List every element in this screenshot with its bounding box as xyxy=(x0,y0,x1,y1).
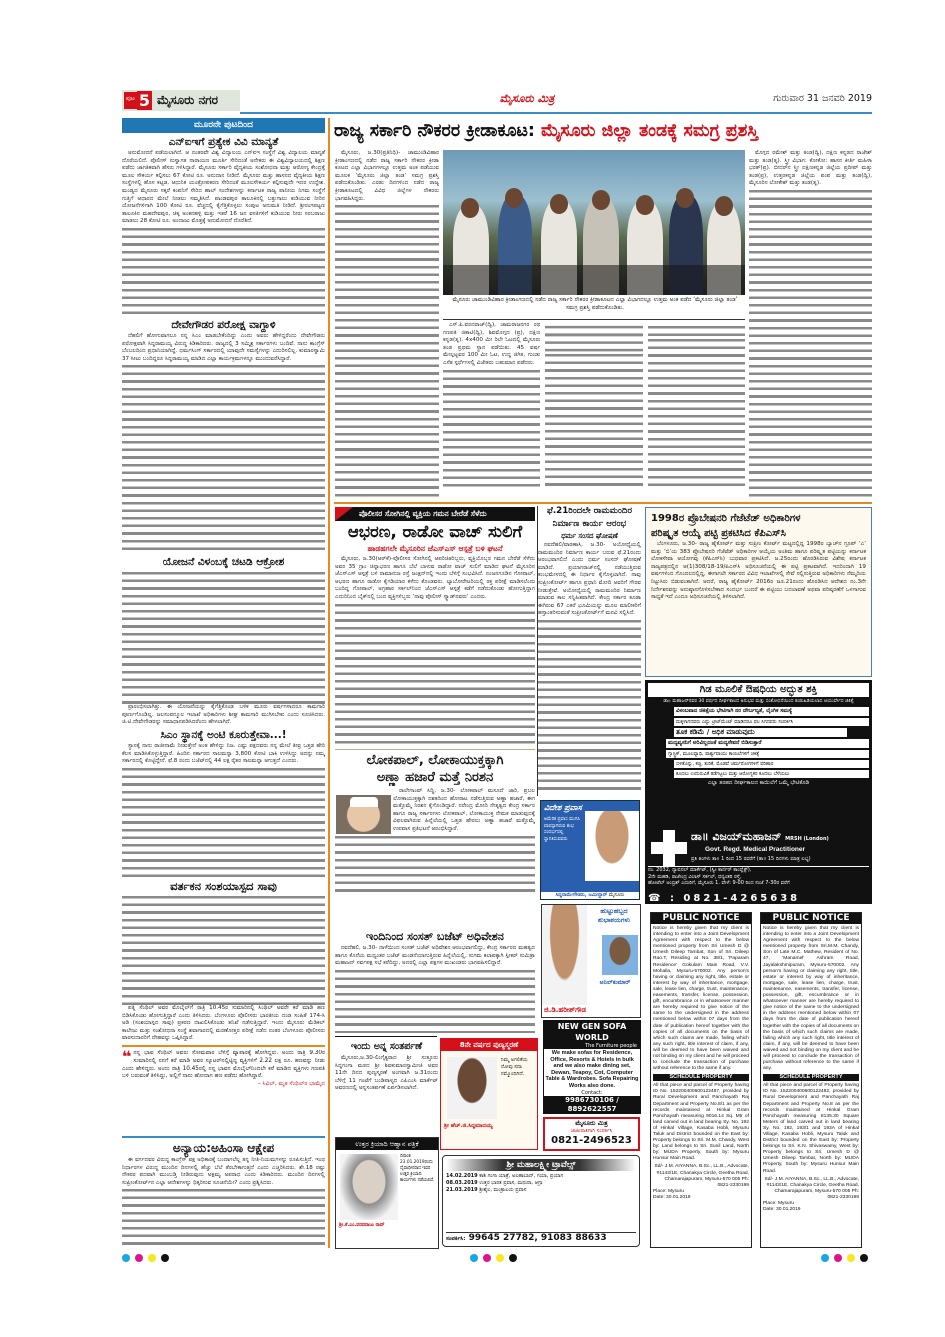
ram-body xyxy=(538,542,641,794)
videsha-ad xyxy=(540,800,640,900)
lead-col1 xyxy=(335,150,439,500)
travel-ad xyxy=(442,1155,640,1247)
divider xyxy=(335,749,535,750)
column-rule xyxy=(537,506,538,796)
doctor: ಡಾ॥ ವಿಜಯ್‌ಮಹಾಜನ್ xyxy=(691,830,782,843)
videsha-title: ವಿದೇಶ ಪ್ರವಾಸ xyxy=(544,803,582,812)
paragraph: ಮೈಸೂರು, ಜ.30(ಆರ್‌ಕೆ)-ಪೊಲೀಸರ ಸೋಗಿನಲ್ಲಿ ಆಪರಿಚಿತರಿಬ್ಬರು, ವ್ಯಕ್ತಿಯೊಬ್ಬರ ಗಮನ ಬೇರೆಡೆ ಸೆಳೆದು ಅವರ 35 ಗ್ರಾಂ ಚಿನ್ನಾಭರಣ ಹಾಗೂ ಬೆಲೆ ಬಾಳುವ ರಾಡೋ ವಾಚ್ ಸುಲಿಗೆ ಮಾಡಿದ ಘಟನೆ ಮೈಸೂರಿನ ಜೆಎಸ್‌ಎಸ್ ಆಸ್ಪತ್ರೆ ಬಳಿ ರಾಮಾನುಜ ರಸ್ತೆ ಜಂಕ್ಷನ್‌ನಲ್ಲಿ ಇಂದು ಬೆಳಿಗ್ಗೆ ಸಂಭವಿಸಿದೆ. ನಂಜನಗೂಡಿನ ಗೋಪಾಲ್, ಆಭರಣ ಹಾಗೂ ರಾಡೋ ಕೈಗಡಿಯಾರ ಕಳೆದು ಕೊಂಡವರು. ಲ್ಯಾಬೋರೇಟರಿಯಲ್ಲಿ ರಕ್ತ ಪರೀಕ್ಷೆ ಮಾಡಿಸಲೆಂದು ಬಂದಿದ್ದ ಗೋಪಾಲ್, ಅಗ್ರಹಾರ ಸರ್ಕಲ್‌ನಿಂದ ಜೆಎಸ್‌ಎಸ್ ಆಸ್ಪತ್ರೆ ಕಡೆಗೆ ನಡೆದುಕೊಂಡು ಹೋಗುತ್ತಿದ್ದಾಗ ಎದುರಿನಿಂದ ಬೈಕ್‌ನಲ್ಲಿ ಬಂದ ವ್ಯಕ್ತಿಗಳಿಬ್ಬರು ‘ನಾವು ಪೊಲೀಸ್ ಸ್ಕ್ವಾಡ್‌ನವರು’ ಎಂದರು. xyxy=(335,556,535,600)
quote-text: ನನ್ನ ಭಾವ ಸೆಂಥಿಲ್ ಅವರು ಸೋಮವಾರ ಬೆಳಿಗ್ಗೆ ವ್ಯಾಪಾರಕ್ಕೆ ಹೋಗಿದ್ದರು. ಅಂದು ರಾತ್ರಿ 9.30ರ ಸುಮಾರಿನಲ್ಲಿ ನನಗೆ ಕರೆ ಮಾಡಿ ಅವರ ಸ್ಕೂಟರ್‌ನಲ್ಲಿಟ್ಟಿದ್ದ ವ್ಯಕ್ತಿಗಳಿಗೆ 2.22 ಲಕ್ಷ ರೂ. ಹಣವನ್ನು ನೀಡು ಎಂದು ಹೇಳಿದ್ದರು. ಅಂದು ರಾತ್ರಿ 10.45ರಲ್ಲಿ ನನ್ನ ಭಾವನ ಮೊಬೈಲ್‌ನಿಂದಲೇ ಕರೆ ಮಾಡಿದ ವ್ಯಕ್ತಿಗಳು ಗಣಪತಿ ಬಳಿ ಬರುವಂತೆ ತಿಳಿಸಿದ್ದು, ಅಲ್ಲಿಗೆ ನಾನು ಹೋದಾಗ ಹಣ ಪಡೆದು ಹೋಗಿದ್ದಾರೆ. xyxy=(122,1050,325,1080)
headline-line: ಲೋಕಪಾಲ್, ಲೋಕಾಯುಕ್ತಕ್ಕಾಗಿ xyxy=(366,753,504,768)
headline: ಸಿಎಂ ಸ್ಥಾನಕ್ಕೆ ಅಂಟಿ ಕೂರುತ್ತೇವಾ...! xyxy=(160,729,287,741)
paragraph: ಮೈಸೂರು,ಜ.30-ಲಿಂಗೈಕ್ಯರಾದ ಶ್ರೀ ಸುತ್ತೂರು ಸಿದ್ದಗಂಗಾ ಮಠದ ಶ್ರೀ ಶಿವಕುಮಾರಸ್ವಾಮೀಜಿ ಅವರ 11ನೇ ದಿನದ ಪುಣ್ಯಸ್ಮರಣೆ ಅಂಗವಾಗಿ ಜ.31ರಂದು ಬೆಳಿಗ್ಗೆ 11 ಗಂಟೆಗೆ ಬಂಡಿಪಾಳ್ಯದ ಎಪಿಎಂಸಿ ಮಾರ್ಕೆಟ್ ಆವರಣದಲ್ಲಿ ಅನ್ನಸಂತರ್ಪಣೆ ಏರ್ಪಡಿಸಲಾಗಿದೆ. xyxy=(335,1055,438,1092)
page-number: 5 xyxy=(138,91,150,110)
birthday-title: ಹುಟ್ಟುಹಬ್ಬದ ಶುಭಾಶಯಗಳು xyxy=(598,907,630,924)
birthday-photo xyxy=(602,935,638,975)
page-header xyxy=(122,90,872,112)
birthday-person: ಅನಿಲ್‌ಕುಮಾರ್ xyxy=(599,979,631,986)
police-subhead: ಹಾಡಹಗಲೇ ಮೈಸೂರಿನ ಜೆಎಸ್‌ಎಸ್ ಆಸ್ಪತ್ರೆ ಬಳಿ ಘಟನೆ xyxy=(367,544,503,553)
kpsc-box xyxy=(645,507,872,677)
paragraph: ಎಸ್.ಪಿ.ವರದರಾಜ್(ದ್ವಿ), ಚಾಮರಾಜನಗರ ರಥ ಗಣಪತಿ ಜಿಕಾಟಿ(ದ್ವಿ), ಶಿವಮೊಗ್ಗದ (ಪ್ರ), ದಕ್ಷಿಣ ಕನ್ನಡ(ತೃ). 4x400 ಮೀ ರಿಲೇ ಓಟದಲ್ಲಿ ಮೈಸೂರು ತಂಡ ಪ್ರಥಮ ಸ್ಥಾನ ಪಡೆಯಿತು. 45 ವರ್ಷ ಮೇಲ್ಪಟ್ಟವರ 100 ಮೀ ಓಟ, ಉದ್ದ ಜಿಗಿತ, ಗುಂಡು ಎಸೆತ ಸ್ಪರ್ಧೆಗಳಲ್ಲಿ ವಿಜೇತರು ಬಹುಮಾನ ಪಡೆದರು. xyxy=(443,322,541,366)
memorial-photo xyxy=(447,1057,497,1119)
registration-marks-center xyxy=(470,1254,517,1262)
addr-line: ಹೋಟೆಲ್ ಅಂಬ್ರಿಶ್ ಎದುರಿಗೆ, ಮೈಸೂರು 1. ವೇಳೆ: 9-00 ರಿಂದ ಸಂಜೆ 7-30ರ ವರೆಗೆ xyxy=(648,880,790,886)
advocate-signature: Sd/- J.M. AIYANNA, B.Sc., LL.B., Advocate, #1143/1E, Chanakya Circle, Geetha Road, Chamarajapuram, Mysuru-570 005 Ph: 0821-2330199 xyxy=(654,1164,749,1188)
lokpal-headline xyxy=(335,752,535,786)
tour-desc: ಉತ್ತರ ಭಾರತ ಪ್ರವಾಸ, ಮಥುರಾ, ಆಗ್ರಾ xyxy=(479,1180,543,1186)
travel-rows xyxy=(446,1173,636,1194)
paragraph: ದೆಹಲಿಗೆ ಹೋಗುವಾಗಲೂ ನನ್ನ ಸಿಎಂ ಮಾಡಬೇಕೆಂದಿದ್ದು ಎಂದು ಅವರು ಹೇಳಿದ್ದರೆಂದು ದೇವೇಗೌಡರು ಪರೋಕ್ಷವಾಗಿ ಸಿದ್ದರಾಮಯ್ಯ ವಿರುದ್ಧ ಕಿಡಿಕಾರಿದರು. ರಾಜ್ಯದಲ್ಲಿ 3 ಸಮ್ಮಿಶ್ರ ಸರ್ಕಾರಗಳು ಬಂದಿವೆ. ನಾನು ಕಾಂಗ್ರೆಸ್ ಬೆಂಬಲದಿಂದ ಪ್ರಧಾನಿಯಾಗಿದ್ದೆ. ಧರ್ಮಸಿಂಗ್ ಸರ್ಕಾರದಲ್ಲಿ ಯಾವುದೇ ಸಮಸ್ಯೆಗಳನ್ನು ಎದುರಿಸಲಿಲ್ಲ. ಕುಮಾರಸ್ವಾಮಿ 37 ಸೀಟು ಬಂದಿದ್ದರೂ ಸಿದ್ದರಾಮಯ್ಯ ಮಾಡಿದ ಎಲ್ಲಾ ಕಾರ್ಯಕ್ರಮಗಳನ್ನೂ ಮುಂದುವರೆಸಿದ್ದಾರೆ. xyxy=(122,333,325,362)
med-phone: ☎ : 0821-4265638 xyxy=(648,893,801,904)
lead-photo xyxy=(443,150,745,295)
caption-rule xyxy=(443,319,745,320)
quote-mark-icon: ❝ xyxy=(122,1050,132,1066)
cross-icon xyxy=(651,830,687,866)
registration-marks-right xyxy=(821,1254,868,1262)
doctor-name xyxy=(691,830,829,844)
tour-row xyxy=(446,1173,636,1180)
continued-banner: ಮೂರನೇ ಪುಟದಿಂದ xyxy=(122,118,325,133)
advocate-signature: Sd/- J.M. AIYANNA, B.Sc., LL.B., Advocate, #1143/1E, Chanakya Circle, Geetha Road, Chamarajapuram, Mysuru-570 005 Ph: 0821-2330199 xyxy=(764,1176,859,1200)
obituary-ad xyxy=(335,1137,439,1249)
med-intro: ಡಾ॥ ಮಹಾಜನ್‌ರವರ 30 ವರ್ಷದ ದೀರ್ಘಕಾಲದ ಅನುಭವ ಮತ್ತು ಸಂಶೋಧನೆಯಿಂದ ಕಂಡುಹಿಡಿಯಲಾದ ಆಯುರ್ವೇದ ಚಿಕಿತ್ಸೆ xyxy=(663,699,854,704)
paragraph: ಬೆಂಗಳೂರು, ಜ.30- ರಾಜ್ಯ ಹೈಕೋರ್ಟ್ ಮತ್ತು ಸುಪ್ರೀಂ ಕೋರ್ಟ್ ಮಟ್ಟದಲ್ಲಿದ್ದ 1998ರ ಬ್ಯಾಚ್‌ನ ಗ್ರೂಪ್ ‘ಎ’ ಮತ್ತು ‘ಬಿ’ಯ 383 ಪ್ರೊಬೇಷನರಿ ಗೆಜೆಟೆಡ್ ಅಧಿಕಾರಿಗಳ ಆಯ್ಕೆಯ ಅಂತಿಮ ಹಾಗೂ ಪರಿಷ್ಕೃತ ಪಟ್ಟಿಯನ್ನು ಕರ್ನಾಟಕ ಲೋಕಸೇವಾ ಆಯೋಗವು (ಕೆಪಿಎಸ್‌ಸಿ) ಬುಧವಾರ ಪ್ರಕಟಿಸಿದೆ. ಜ.25ರಂದು ಹೊರಡಿಸಿರುವ ವಿಶೇಷ ಕರ್ನಾಟಕ ರಾಜ್ಯಪತ್ರದಲ್ಲಿನ ಆ(1)308/18-19/ಪಿಎಸ್‌ಸಿ ಅಧಿಸೂಚನೆಯಲ್ಲಿ ಈ ಪಟ್ಟಿ ಪ್ರಕಟವಾಗಿದೆ. ಇದರಿಂದಾಗಿ 19 ವರ್ಷಗಳಿಂದ ಗೊಂದಲದಲ್ಲಿದ್ದ, ಈಗಾಗಲೇ ಸರ್ಕಾರದ ವಿವಿಧ ಇಲಾಖೆಗಳಲ್ಲಿ ಸೇವೆ ಸಲ್ಲಿಸುತ್ತಿರುವ ಅಧಿಕಾರಿಗಳು ನೆಮ್ಮದಿಯ ನಿಟ್ಟುಸಿರು ಬಿಡುವಂತಾಗಿದೆ. ಆದರೆ, ರಾಜ್ಯ ಹೈಕೋರ್ಟ್ 2016ರ ಜೂ.21ರಂದು ಹೊರಡಿಸಿದ ಆದೇಶದ ನಂ.3ನೇ ನಿರ್ದೇಶನವನ್ನು ಅನುಷ್ಠಾನಗೊಳಿಸಬೇಕಾದ ಸಂದರ್ಭ ಬಂದರೆ ಈ ಪಟ್ಟಿಯು ಬದಲಾವಣೆ ಅಥವಾ ಪರಿಷ್ಕರಣೆಗೆ ಒಳಗಾಗುವ ಸಾಧ್ಯತೆ ಇದೆ ಎಂದೂ ಅಧಿಸೂಚನೆಯಲ್ಲಿ ತಿಳಿಸಲಾಗಿದೆ. xyxy=(651,541,866,601)
youth-photo xyxy=(542,905,587,1005)
medical-ad xyxy=(645,680,872,904)
paragraph: ಪ್ರಾರಂಭಿಸಲಾಗಿತ್ತು. ಈ ಯೋಜನೆಯನ್ನು ಕೈಗೆತ್ತಿಕೊಂಡ ಬಳಿಕ ಮೂರು ವರ್ಷಗಳಾದರೂ ಕಾಮಗಾರಿ ಪೂರ್ಣಗೊಂಡಿಲ್ಲ. ಜಲಸಂಪನ್ಮೂಲ ಇಲಾಖೆ ಅಧಿಕಾರಿಗಳು ಶೀಘ್ರ ಕಾಮಗಾರಿ ಮುಗಿಸಬೇಕು ಎಂದು ಸೂಚಿಸಿದರು. ಜಿ.ಟಿ.ದೇವೇಗೌಡರನ್ನು ಸಮಾಧಾನಪಡಿಸಿದರೆಂದು ಹೇಳಲಾಗಿದೆ. xyxy=(122,704,325,726)
sofa-tagline: The Furniture people xyxy=(544,1043,640,1049)
med-list xyxy=(648,707,869,778)
addr-line: ನಂ. 2032, ನ್ಯಾಷನಲ್ ಮಾರ್ಕೆಟ್, (ಸ್ವೀ ಕಾರ್ನರ್ ಕಾಂಪ್ಲೆಕ್ಸ್), xyxy=(648,867,752,873)
headline-line: ಅಣ್ಣಾ ಹಜಾರೆ ಮತ್ತೆ ನಿರಶನ xyxy=(376,770,494,785)
headline-part-highlight: ಮೈಸೂರು ಜಿಲ್ಲಾ ತಂಡಕ್ಕೆ ಸಮಗ್ರ ಪ್ರಶಸ್ತಿ xyxy=(541,121,759,141)
ram-headline xyxy=(538,505,641,541)
masthead-logo: ಮೈಸೂರು ಮಿತ್ರ xyxy=(499,92,555,105)
registration-marks-left xyxy=(122,1254,169,1262)
birthday-from: ಜಿ.ಡಿ.ಹರೀಶ್‌ಗೌಡ xyxy=(544,1006,586,1014)
budget-body xyxy=(335,945,535,1033)
article-trader-death xyxy=(122,878,325,1043)
divider-blue xyxy=(122,1136,325,1138)
med-item: ಮಕ್ಕಳಾಗದವರು ಎಷ್ಟು ಟ್ರೀಟ್‌ಮೆಂಟ್ ಮಾಡಿದರೂ ಫಲ ಸಿಗದವರು ಸಂಪರ್ಕಿಸಿ xyxy=(674,718,869,726)
budget-headline: ಇಂದಿನಿಂದ ಸಂಸತ್ ಬಜೆಟ್ ಅಧಿವೇಶನ xyxy=(366,930,504,943)
paragraph: ಈ ವರ್ಗದವರ ವಿರುದ್ಧ ಕಾಂಗ್ರೆಸ್ ಪಕ್ಷ ಅಧಿಕಾರಕ್ಕೆ ಬಂದಾಗಲೆಲ್ಲ ತನ್ನ ನೀತಿ-ನಿಯಮಗಳನ್ನು ರೂಪಿಸುತ್ತಿದೆ. ಇಂಥ ನಿರ್ಧಾರಗಳ ವಿರುದ್ಧ ಮುಂದಿನ ದಿನಗಳಲ್ಲಿ ಹೆಚ್ಚು ಬೆಲೆ ತೆರಬೇಕಾಗುತ್ತದೆ ಎಂದು ಎಚ್ಚರಿಸಿದರು. ಶೇ.18 ರಷ್ಟು ನೌಕರರ ಪದವಾಗಿ ಮುಂಬಡ್ತಿ ನೀಡಿರುವುದು ಅಕ್ಷಮ್ಯ ಅಪರಾಧ ಎಂದು ಕಿಡಿಕಾರಿದರು. ಮುಂದಿನ ದಿನಗಳಲ್ಲಿ ಸುಪ್ರೀಂಕೋರ್ಟ್‌ನ ಎಲ್ಲಾ ಆದೇಶಗಳನ್ನು ಧಿಕ್ಕರಿಸುವ ಸೂಚನೆಯೇ? ಎಂದು ಪ್ರಶ್ನಿಸಿದರು. xyxy=(122,1157,325,1186)
notice-place: Place: Mysuru xyxy=(763,1201,794,1207)
med-item: ಕೂದಲು ಉದುರುವಿಕೆ ತಡೆಗಟ್ಟಲು ಮತ್ತು ಆರೋಗ್ಯಕರ ಕೂದಲು ಬೆಳೆಯಲು xyxy=(674,770,869,778)
sofa-title: NEW GEN SOFA WORLD xyxy=(544,1021,640,1043)
headline-line: ನಿರ್ಮಾಣ ಕಾರ್ಯ ಆರಂಭ xyxy=(552,519,627,529)
anna-body xyxy=(335,1055,438,1133)
notice-date: Date: 30.01.2019 xyxy=(653,1194,691,1200)
kpsc-headline xyxy=(651,511,866,541)
headline: ವರ್ತಕನ ಸಂಶಯಾಸ್ಪದ ಸಾವು xyxy=(170,879,277,893)
birthday-ad xyxy=(541,904,641,1018)
memorial-name: ಶ್ರೀ ಹೆಚ್.ಜಿ.ಸಿದ್ದಮಾದಯ್ಯ xyxy=(444,1123,493,1129)
med-item: ಬಿಳಿತೊನ್ನು, ಕಜ್ಜಿ, ತುರಿಕೆ, ಮೊಡವೆ ಚರ್ಮರೋಗಗಳಿಗೆ ಪರಿಹಾರ xyxy=(674,760,869,768)
anna-headline: ಇಂದು ಅನ್ನ ಸಂತರ್ಪಣೆ xyxy=(350,1041,423,1052)
videsha-name xyxy=(541,892,639,899)
headline-part: ರಾಜ್ಯ ಸರ್ಕಾರಿ ನೌಕರರ ಕ್ರೀಡಾಕೂಟ: xyxy=(334,121,535,141)
tour-date: 08.03.2019 xyxy=(446,1180,478,1186)
kicker-text: ಪೊಲೀಸರ ಸೋಗಿನಲ್ಲಿ ವ್ಯಕ್ತಿಯ ಗಮನ ಬೇರೆಡೆ ಸೆಳೆದು xyxy=(359,509,487,518)
article-cm-seat xyxy=(122,728,325,878)
photo-caption: ಮೈಸೂರು ಚಾಮುಂಡಿವಿಹಾರ ಕ್ರೀಡಾಂಗಣದಲ್ಲಿ ನಡೆದ ರಾಜ್ಯ ಸರ್ಕಾರಿ ನೌಕರರ ಕ್ರೀಡಾಕೂಟದ ಎಲ್ಲಾ ವಿಭಾಗದಲ್ಲೂ ಉತ್ತಮ ಅಂಕ ಪಡೆದ ‘ಮೈಸೂರು ಜಿಲ್ಲಾ ತಂಡ’ ಸಮಗ್ರ ಪ್ರಶಸ್ತಿ ಪಡೆದುಕೊಂಡಿತು. xyxy=(452,297,738,311)
contact-label: ಸಂಪರ್ಕಿಸಿ: xyxy=(446,1236,466,1242)
med-tagline: ಎಲ್ಲಾ ತರಹದ ದೀರ್ಘಕಾಲದ ಕಾಯಿಲೆಗೆ ಒಮ್ಮೆ ಭೇಟಿಕೊಡಿ xyxy=(707,780,810,786)
article-body xyxy=(122,1157,325,1248)
public-notice-2 xyxy=(760,912,862,1248)
schedule-body: All that piece and parcel of Property having ID No. 152200400600122482, provided by Rural Development and Panchayath Raj Department and Property No.8 as per the records maintained at Hinkal Gram Panchayath measuring 8135.30 Square Meters of land carved out in land bearing Sy. No. 192, 193/1 and 193A of Hinkal Village, Kasaba Hobli, Mysuru Taluk and District bounded on the East by: Property belongs to Sri. K.N. Shivaswamy, West by: Property belongs to Sri. Umesh D @ Umesh Dileep Tambat, North by: MUDA Property, South by: Mysuru Hunsur Main Road. xyxy=(763,1083,859,1174)
article-body xyxy=(122,150,325,317)
headline: ಯೋಜನೆ ವಿಳಂಬಕ್ಕೆ ಚಟಡಿ ಆಕ್ರೋಶ xyxy=(162,556,285,568)
headline: ಅನ್ಯಾಯ:ಅಹಿಂಸಾ ಆಕ್ಷೇಪ xyxy=(172,1141,275,1155)
page-label: ಪುಟ xyxy=(124,92,137,109)
schedule-title: SCHEDULE PROPERTY xyxy=(763,1074,859,1081)
schedule-body: All that piece and parcel of Property having ID No. 152200400600122487, provided by Rural Development and Panchayath Raj Department and Property No.8/1 as per the records maintained at Hinkal Gram Panchayath measuring 9016.14 Sq. Mtr of land carved out in land bearing Sy. No. 192 of Hinkal Village, Kasaba Hobli, Mysuru Taluk and District bounded on the East by: Property belongs to Sri. M.M. Chandy, West by: Land belongs to Sri. Sunil Land, North by: MUDA Property, South by: Mysuru Hunsur Main Road. xyxy=(653,1083,749,1162)
med-item: ಮದ್ಯವ್ಯಸನಿಗೆ ಅರಿವಿಲ್ಲದಂತೆ ಮದ್ಯಸೇವನೆ ಬಿಡಿಸುತ್ತಾರೆ xyxy=(666,739,869,748)
memorial-title: 8ನೇ ವರ್ಷದ ಪುಣ್ಯಸ್ಮರಣೆ xyxy=(441,1039,537,1051)
divider xyxy=(122,1045,325,1047)
videsha-text: ಅಮೆರಿಕ ಪ್ರವಾಸ ಮುಗಿಸಿ ವಾಪಸ್ಸಾಗಿರುವ ಶುಭ ಸಂದರ್ಭದಲ್ಲಿ ಸ್ವಾಗತಿಸುವವರು xyxy=(544,817,580,842)
sofa-body: We make sofas for Residence, Office, Resorts & Hotels in bulk and we also make dining set, Dewan, Teapoy, Cot, Computer Table & Wardrobes. Sofa Repairing Works also done. xyxy=(545,1050,639,1089)
paragraph: ಮೈಸೂರು, ಜ.30(ಪ್ರತಿನಿಧಿ)- ಚಾಮುಂಡಿವಿಹಾರ ಕ್ರೀಡಾಂಗಣದಲ್ಲಿ ನಡೆದ ರಾಜ್ಯ ಸರ್ಕಾರಿ ನೌಕರರ ಕ್ರೀಡಾ ಕೂಟದ ಎಲ್ಲಾ ವಿಭಾಗಗಳಲ್ಲೂ ಉತ್ತಮ ಅಂಕ ಪಡೆಯುವ ಮೂಲಕ ‘ಮೈಸೂರು ಜಿಲ್ಲಾ ತಂಡ’ ಸಮಗ್ರ ಪ್ರಶಸ್ತಿ ಪಡೆದುಕೊಂಡಿತು. ಎರಡು ದಿನಗಳಿಂದ ನಡೆದ ರಾಜ್ಯ ಕ್ರೀಡಾಕೂಟದಲ್ಲಿ ವಿವಿಧ ಜಿಲ್ಲೆಗಳ ನೌಕರರು ಭಾಗವಹಿಸಿದ್ದರು. xyxy=(335,150,439,202)
med-title: ಗಿಡ ಮೂಲಿಕೆ ಔಷಧಿಯ ಅದ್ಭುತ ಶಕ್ತಿ xyxy=(648,683,869,697)
memorial-text: ನಿಮ್ಮ ಅಗಲಿಕೆಯ ನೋವು ಸದಾ ನಮ್ಮೊಂದಿಗಿದೆ. xyxy=(501,1057,528,1077)
police-kicker xyxy=(335,507,535,521)
tour-row xyxy=(446,1187,636,1194)
article-nie xyxy=(122,135,325,317)
addr-line: 2ನೇ ಮಹಡಿ, ರಾಜೇಂದ್ರ ವಿಲಾಸ್ ಸರ್ಕಲ್, ಧನ್ವಂತರಿ ರಸ್ತೆ, xyxy=(648,873,742,880)
paragraph: ಮೊಗ್ಗದ ರಮೇಶ್ ಮತ್ತು ತಂಡ(ದ್ವಿ), ದಕ್ಷಿಣ ಕನ್ನಡದ ರಾಜೇಶ್ ಮತ್ತು ತಂಡ(ತೃ). ಸ್ತ್ರೀ ವಿಭಾಗ: ಕೋಕೋ: ಹಾಸನ ಕೀರ್ತಿ ಮಹಿಳಾ ಭರತ್(ಪ್ರ). ಬೀದರ್‌ನ ಸ್ತ್ರೀ ದಕ್ಷಿಣಕನ್ನಡ ಜಿಲ್ಲೆಯ ಪ್ರದೀಪ್ ಮತ್ತು ತಂಡ(ಪ್ರ), ಉತ್ತರಕನ್ನಡ ಜಿಲ್ಲೆಯ ಪಂಪ ಮತ್ತು ತಂಡ(ದ್ವಿ), ಮೈಸೂರಿನ ಲೋಕೇಶ್ ಮತ್ತು ತಂಡ(ತೃ). xyxy=(749,150,872,187)
section-name: ಮೈಸೂರು ನಗರ xyxy=(156,93,218,107)
paragraph: ಸ್ಥಾನಕ್ಕೆ ನಾನು ರಾಜೀನಾಮೆ ನೀಡುತ್ತೇನೆ ಅಂತ ಹೇಳಿದ್ದು ನಿಜ. ಎಷ್ಟು ಪಕ್ಷದವರು ನನ್ನ ಮೇಲೆ ತೀವ್ರ ಒತ್ತಡ ಹೇರಿ ಕೆಲಸ ಮಾಡಿಸಿಕೊಳ್ಳುತ್ತಿದ್ದಾರೆ. ಹಿಂದಿನ ಸರ್ಕಾರದ ಸಾಲಮನ್ನಾ 3,800 ಕೋಟಿ ಬಾಕಿ ಉಳಿಸಿದ್ದು ಅದನ್ನು ನಮ್ಮ ಸರ್ಕಾರದಲ್ಲಿ ಕೊಟ್ಟಿದ್ದೇನೆ. ಫೆ.8 ರಂದು ಬಜೆಟ್‌ನಲ್ಲಿ 44 ಲಕ್ಷ ರೈತರ ಸಾಲಮನ್ನಾ ಆಗುತ್ತದೆ ಎಂದರು. xyxy=(122,743,325,765)
divider xyxy=(335,1036,437,1037)
visit-days: ಪ್ರತಿ ತಿಂಗಳು ತಾ॥ 1 ರಿಂದ 15 ರವರೆಗೆ (ತಾ॥ 15 ದಿನಗಳು ಮಾತ್ರ ಲಭ್ಯ) xyxy=(691,856,811,862)
videsha-photo xyxy=(585,811,639,881)
article-body xyxy=(122,743,325,878)
mitra-ad-phone: 0821-2496523 xyxy=(551,1135,632,1146)
tour-date: 21.03.2019 xyxy=(446,1187,478,1193)
notice-place: Place: Mysuru xyxy=(653,1188,684,1194)
divider xyxy=(334,502,872,504)
column-rule xyxy=(328,118,330,1248)
tour-desc: ಕಾಶಿ ಗಂಗಾ ಯಾತ್ರೆ, ಅಲಹಾಬಾದ್, ಗಯಾ, ಪ್ರಯಾಗ xyxy=(479,1173,564,1179)
kpsc-body xyxy=(651,541,866,673)
med-address xyxy=(648,866,869,887)
section-tag xyxy=(122,90,240,111)
tour-row xyxy=(446,1180,636,1187)
tour-date: 14.02.2019 xyxy=(446,1173,478,1179)
headline-line: ಫೆ.21ರಿಂದಲೇ ರಾಮಮಂದಿರ xyxy=(546,506,633,516)
travel-phone: 99645 27782, 91083 88633 xyxy=(468,1233,607,1243)
article-body xyxy=(122,894,325,1043)
police-body xyxy=(335,556,535,748)
mitra-ad-sub: ಜಾಹೀರಾತಿಗಾಗಿ ಸಂಪರ್ಕಿಸಿ xyxy=(570,1128,613,1134)
quote-attribution: – ಸಿವಿಲ್, ಮೃತ ಸೆಂಥಿಲ್‌ರ ಭಾಮೈದ xyxy=(258,1081,325,1088)
article-body xyxy=(122,333,325,554)
place: ಮೈಸೂರು xyxy=(608,892,625,898)
article-project-delay xyxy=(122,555,325,727)
sofa-contact-label: Contact: xyxy=(581,1089,603,1096)
name: ಸಿದ್ದರಾಮೇಗೌಡರು, ಜಮೀನ್ದಾರ್ xyxy=(555,892,608,898)
police-headline: ಆಭರಣ, ರಾಡೋ ವಾಚ್ ಸುಲಿಗೆ xyxy=(347,522,523,541)
degree: MRSH (London) xyxy=(785,836,829,842)
quote-box xyxy=(122,1050,325,1134)
med-item: ವಿಳಂಬವಾದ ಚಿಕಿತ್ಸೆಯ ಭೇಟಿಗಾಗಿ ನರ ದೌರ್ಬಲ್ಯತೆ, ಲೈಂಗಿಕ ಸಮಸ್ಯೆ xyxy=(674,707,869,716)
article-body xyxy=(122,570,325,727)
lead-col2 xyxy=(443,322,745,500)
med-item: ತೂಕ ಕಡಿಮೆ / ಅಧಿಕ ಮಾಡುವುದು xyxy=(674,728,847,737)
page-date: ಗುರುವಾರ 31 ಜನವರಿ 2019 xyxy=(773,93,872,104)
schedule-title: SCHEDULE PROPERTY xyxy=(653,1074,749,1081)
sofa-phone: 9986730106 / 8892622557 xyxy=(544,1096,640,1114)
paragraph: ರಾಲೇಗಾಂವ್ ಸಿದ್ಧಿ, ಜ.30- ಲೋಕಪಾಲ್ ಮಸೂದೆ ಜಾರಿ, ಪ್ರಬಲ ಲೋಕಾಯುಕ್ತಕ್ಕಾಗಿ ದಶಕದಿಂದ ಹೋರಾಟ ನಡೆಸುತ್ತಿರುವ ಅಣ್ಣಾ ಹಜಾರೆ, ಈಗ ಮತ್ತೊಮ್ಮೆ ನಿರಶನ ಕೈಗೊಂಡಿದ್ದಾರೆ. ನರೇಂದ್ರ ಮೋದಿ ನೇತೃತ್ವದ ಕೇಂದ್ರ ಸರ್ಕಾರ ಹಾಗೂ ರಾಜ್ಯ ಸರ್ಕಾರಗಳು ಲೋಕಪಾಲ್, ಲೋಕಾಯುಕ್ತ ನೇಮಕ ಮಾಡುವುದಕ್ಕೆ ವಿಫಲವಾಗಿರುವ ಹಿನ್ನೆಲೆಯಲ್ಲಿ ಒತ್ತಡ ಹೇರಲು ಅಣ್ಣಾ ಹಜಾರೆ ಮತ್ತೊಮ್ಮೆ ಉಪವಾಸ ಪ್ರತಿಭಟನೆ ಆರಂಭಿಸಿದ್ದಾರೆ. xyxy=(393,788,535,832)
travel-title: ಶ್ರೀ ಮಹಾಲಕ್ಷ್ಮೀ ಟ್ರಾವೆಲ್ಸ್ xyxy=(446,1159,636,1171)
doctor-reg: Govt. Regd. Medical Practitioner xyxy=(705,846,806,853)
notice-body: Notice is hereby given that my client is intending to enter into a Joint Development Agreement with respect to the below mentioned property from Sri Umesh D @ Umesh Dileep Tambat, Son of Sri. Dileep Rao.T, Residing at No. 38/1, 'Paparam Residence' Gokulam Main Road, V.V. Mohalla, Mysuru-570002. Any person's having or claiming any right, title, estate or interest by way of inheritance, mortgage, sale, lease lien, charge, trust, maintenance, easements, transfer, license, possession, gift, encumbrance or in whatsoever manner are hereby required to give notice of the same to the undersigned in the address mentioned below within 07 days from the date of publication hereof together with the copies of all documents on the basis of which such claims are made, failing which any such right, title interest of claim, if any, will be deemed to have been waived and not binding on my client and he will proceed to conclude the transaction of purchase without reference to the same if any. xyxy=(653,926,749,1072)
headline: ಎನ್‌ಐಇಗೆ ಪ್ರತ್ಯೇಕ ವಿವಿ ಮಾನ್ಯತೆ xyxy=(168,136,279,148)
paragraph: ಅನುಮೋದನೆ ಪಡೆಯಲಾಗಿದೆ. ಆ ನಂತರವೇ ವಿಶ್ವ ವಿದ್ಯಾಲಯ ಎನ್‌ಐಇ ಸಂಸ್ಥೆಗೆ ವಿಶ್ವ ವಿದ್ಯಾಲಯ ಮಾನ್ಯತೆ ದೊರೆಯಲಿದೆ. ಪೊಲೀಸ್ ಸುಸ್ವಾಗತ ನಾರಾಯಣ ಮೂರ್ತಿ ಸೇರಿದಂತೆ ಅನೇಕರು ಈ ವಿಶ್ವವಿದ್ಯಾಲಯದಲ್ಲಿ ಶಿಕ್ಷಣ ಪಡೆದು ಜಾಗತಿಕವಾಗಿ ಹೆಸರು ಗಳಿಸಿದ್ದಾರೆ. ಮೈಸೂರು ಸರ್ಕಾರಿ ವೈದ್ಯಕೀಯ ಸಂಶೋಧನಾ ಮತ್ತು ಆರೋಗ್ಯ ಕೇಂದ್ರಕ್ಕೆ ಮೂಲ ಸೌಕರ್ಯ ಕಲ್ಪಿಸಲು 67 ಕೋಟಿ ರೂ. ಅನುದಾನ ನೀಡಿದೆ. ಮೈಸೂರು ಮತ್ತು ಹಾಸನದ ವೈದ್ಯಕೀಯ ಶಿಕ್ಷಣ ಸಂಸ್ಥೆಗಳಲ್ಲಿ ಹೊಸ ಕಟ್ಟಡ, ಆಧುನಿಕ ಯಂತ್ರೋಪಕರಣ ಸೇರಿದಂತೆ ಮೂಲಸೌಕರ್ಯ ಕಲ್ಪಿಸುವುದೇ ಇದರ ಉದ್ದೇಶ. ಮಂಡ್ಯದ ಮೈಸೂರು ಸಕ್ಕರೆ ಕಂಪನಿಗೆ ಸೇರಿದ ಹಾಲ್ ಸಂದೇಶಗಳನ್ನು ಕರ್ನಾಟಕ ರಾಜ್ಯ ಪಾನೀಯ ನಿಗಮ ಸಂಸ್ಥೆಗೆ ಗುತ್ತಿಗೆ ಆಧಾರದ ಮೇಲೆ ನೀಡಲು ಸಮ್ಮತಿಸಿದೆ. ಪಾಂಡವಪುರ ತಾಲೂಕಿನಲ್ಲಿ ಬತ್ತುಗಾಲು ಕುಡಿಯುವ ನೀರಿನ ಯೋಜನೆಗಳಿಗಾಗಿ 100 ಕೋಟಿ ರೂ. ವೆಚ್ಚದಲ್ಲಿ ಕೈಗೆತ್ತಿಕೊಳ್ಳಲು ಸಂಪುಟ ಅನುಮತಿ ನೀಡಿದೆ. ಶ್ರೀರಂಗಪಟ್ಟಣ ತಾಲೂಕಿನ ಮಹದೇವಪುರ, ಚಿಕ್ಕ ಅಂಕನಹಳ್ಳಿ ಮತ್ತು ಇತರೆ 16 ಜನ ವಸತಿಗಳಿಗೆ ಕುಡಿಯುವ ನೀರು ಸರಬರಾಜು ಮಾಡಲು 28 ಕೋಟಿ ರೂ. ಅಂದಾಜು ಮೊತ್ತಕ್ಕೆ ಅನುಮೋದನೆ ದೊರೆತಿದೆ. xyxy=(122,150,325,225)
obituary-name: ಶ್ರೀ.ಕೆ.ಎಂ.ವರದರಾಜು ರಾವ್ xyxy=(339,1223,385,1228)
notice-date: Date: 30.01.2019 xyxy=(763,1207,801,1213)
article-devegowda xyxy=(122,318,325,554)
mitra-ad-title: ಮೈಸೂರು ಮಿತ್ರ xyxy=(575,1119,608,1127)
notice-body: Notice is hereby given that my client is intending to enter into a Joint Development Agreement with respect to the below mentioned property from Sri.M.M. Chandy, Son of Late M.C. Mathew, Resident of No. 47, 'Manamel' Ashram Road, Jayalakshmipuram, Mysuru-570002. Any person's having or claiming any right, title, estate or interest by way of inheritance, mortgage, sale, lease lien, charge, trust, maintenance, easements, transfer, license, possession, gift, encumbrance or in whatsoever manner are hereby required to give notice of the same to the undersigned in the address mentioned below within 07 days from the date of publication hereof together with the copies of all documents on the basis of which such claims are made, failing which any such right, title interest of claim, if any, will be deemed to have been waived and not binding on my client and he will proceed to conclude the transaction of purchase without reference to the same if any. xyxy=(763,926,859,1072)
obituary-photo xyxy=(340,1154,398,1220)
travel-contact xyxy=(446,1232,636,1243)
public-notice-1 xyxy=(650,912,752,1248)
mitra-ad xyxy=(543,1117,640,1151)
headline-line: ಪರಿಷ್ಕೃತ ಆಯ್ಕೆ ಪಟ್ಟಿ ಪ್ರಕಟಿಸಿದ ಕೆಪಿಎಸ್‌ಸಿ xyxy=(651,528,786,539)
lokpal-body xyxy=(335,788,535,928)
sofa-ad xyxy=(543,1020,641,1114)
headline-line: 1998ರ ಪ್ರೊಬೇಷನರಿ ಗೆಜೆಟೆಡ್ ಅಧಿಕಾರಿಗಳ xyxy=(651,513,801,524)
paragraph: ನವದೆಹಲಿ/ವಾರಣಾಸಿ, ಜ.30- ಅಯೋಧ್ಯೆಯಲ್ಲಿ ರಾಮಮಂದಿರ ನಿರ್ಮಾಣ ಕಾರ್ಯ ಬರುವ ಫೆ.21ರಂದು ಆರಂಭವಾಗಲಿದೆ ಎಂದು ಧರ್ಮ ಸಂಸದ್ ಘೋಷಣೆ ಮಾಡಿದೆ. ಪ್ರಯಾಗರಾಜ್‌ನಲ್ಲಿ ನಡೆಯುತ್ತಿರುವ ಕುಂಭಮೇಳದಲ್ಲಿ ಈ ನಿರ್ಧಾರ ಕೈಗೊಳ್ಳಲಾಗಿದೆ. ನಾವು ಸುಪ್ರೀಂಕೋರ್ಟ್ ಹಾಗೂ ಪ್ರಧಾನಿ ಮೋದಿ ಅವರಿಗೆ ಗೌರವ ನೀಡುತ್ತೇವೆ. ಅಯೋಧ್ಯೆಯಲ್ಲಿ ರಾಮಮಂದಿರ ನಿರ್ಮಾಣ ಮಾಡುವ ಕಾಲ ಸನ್ನಿಹಿತವಾಗಿದೆ. ಕೇಂದ್ರ ಸರ್ಕಾರ ಕೂಡಾ ಈಗಿರುವ 67 ಎಕರೆ ಭೂಮಿಯನ್ನು ಮೂಲ ಮಾಲೀಕರಿಗೆ ಹಸ್ತಾಂತರಿಸುವಂತೆ ಸುಪ್ರೀಂಕೋರ್ಟ್‌ಗೆ ಮನವಿ ಸಲ್ಲಿಸಿದೆ. xyxy=(538,542,641,617)
paragraph: ಪತ್ನಿ ಸೆಂಥಿಲ್ ಅವರ ಮೊಬೈಲ್‌ಗೆ ರಾತ್ರಿ 10.45ರ ಸುಮಾರಿನಲ್ಲಿ ಸಿಂಥಿಲ್ ಅವರೇ ಕರೆ ಮಾಡಿ ಹಣ ಬಿಡಿಸಿಕೊಂಡು ಹೋಗುತ್ತಿದ್ದಾರೆ ಎಂದು ತಿಳಿಸಿದರು. ಬೆಂಗಳೂರು ಪೊಲೀಸರು ಭಾರತೀಯ ದಂಡ ಸಂಹಿತೆ 174-ಸಿ ಅಡಿ (ಸಂಶಯಾಸ್ಪದ ಸಾವು) ಪ್ರಕರಣ ದಾಖಲಿಸಿಕೊಂಡು ತನಿಖೆ ನಡೆಸುತ್ತಿದ್ದಾರೆ. ಇಂದು ಮೈಸೂರು ಮೆಡಿಕಲ್ ಕಾಲೇಜು ಮತ್ತು ಸಂಶೋಧನಾ ಸಂಸ್ಥೆ ಶವಾಗಾರದಲ್ಲಿ ಮರಣೋತ್ತರ ಪರೀಕ್ಷೆ ನಡೆದ ನಂತರ ಬೆಂಗಳೂರು ಪೊಲೀಸರು ವಾರಸುದಾರರಿಗೆ ದೇಹವನ್ನು ಒಪ್ಪಿಸಿದ್ದಾರೆ. xyxy=(122,1005,325,1042)
memorial-ad xyxy=(440,1038,538,1150)
paragraph: ನವದೆಹಲಿ, ಜ.30- ನಾಳೆಯಿಂದ ಸಂಸತ್ ಬಜೆಟ್ ಅಧಿವೇಶನ ಆರಂಭವಾಗಲಿದ್ದು, ಕೇಂದ್ರ ಸರ್ಕಾರದ ಮಹತ್ವದ ಹಾಗೂ ಕೊನೆಯ ಮಧ್ಯಂತರ ಬಜೆಟ್ ಮಂಡನೆಯಾಗುತ್ತಿರುವ ಹಿನ್ನೆಲೆಯಲ್ಲಿ, ಸುಗಮ ಕಲಾಪಕ್ಕಾಗಿ ಸ್ಪೀಕರ್ ಸುಮಿತ್ರಾ ಮಹಾಜನ್ ಸರ್ವಪಕ್ಷ ಸಭೆ ಕರೆದಿದ್ದು, ಅದರಲ್ಲಿ ಎಲ್ಲಾ ಪಕ್ಷಗಳ ಮುಖಂಡರು ಭಾಗವಹಿಸಲಿದ್ದಾರೆ. xyxy=(335,945,535,967)
subhead: ಧರ್ಮ ಸಂಸದ ಘೋಷಣೆ xyxy=(561,532,618,540)
article-injustice xyxy=(122,1140,325,1248)
header-rule xyxy=(240,112,872,114)
lead-col3 xyxy=(749,150,872,500)
obituary-text: ದಿನಾಂಕ 23.01.2019ರಂದು ದೈವಾಧೀನರಾದ ಇವರ ಉತ್ತರ ಕ್ರಿಯಾದಿ ಕಾರ್ಯಗಳು ನಡೆಯಲಿವೆ. xyxy=(400,1154,435,1183)
notice-title: PUBLIC NOTICE xyxy=(651,913,751,924)
lead-headline xyxy=(334,116,874,146)
notice-title: PUBLIC NOTICE xyxy=(761,913,861,924)
med-item: ಗ್ಯಾಸ್ಟ್ರಿಕ್, ಮೂಲವ್ಯಾಧಿ, ಪಾರ್ಶ್ವವಾಯು ಕಾಯಿಲೆಗಳಿಗೆ ಚಿಕಿತ್ಸೆ xyxy=(666,750,869,758)
tour-desc: ಶ್ರೀಶೈಲ, ಮಂತ್ರಾಲಯ ಪ್ರವಾಸ xyxy=(479,1187,527,1193)
obituary-title: ಉತ್ತರ ಕ್ರಿಯಾದಿ ಆಹ್ವಾನ ಪತ್ರಿಕೆ xyxy=(336,1138,438,1150)
headline: ದೇವೇಗೌಡರ ಪರೋಕ್ಷ ವಾಗ್ದಾಳಿ xyxy=(171,319,276,331)
